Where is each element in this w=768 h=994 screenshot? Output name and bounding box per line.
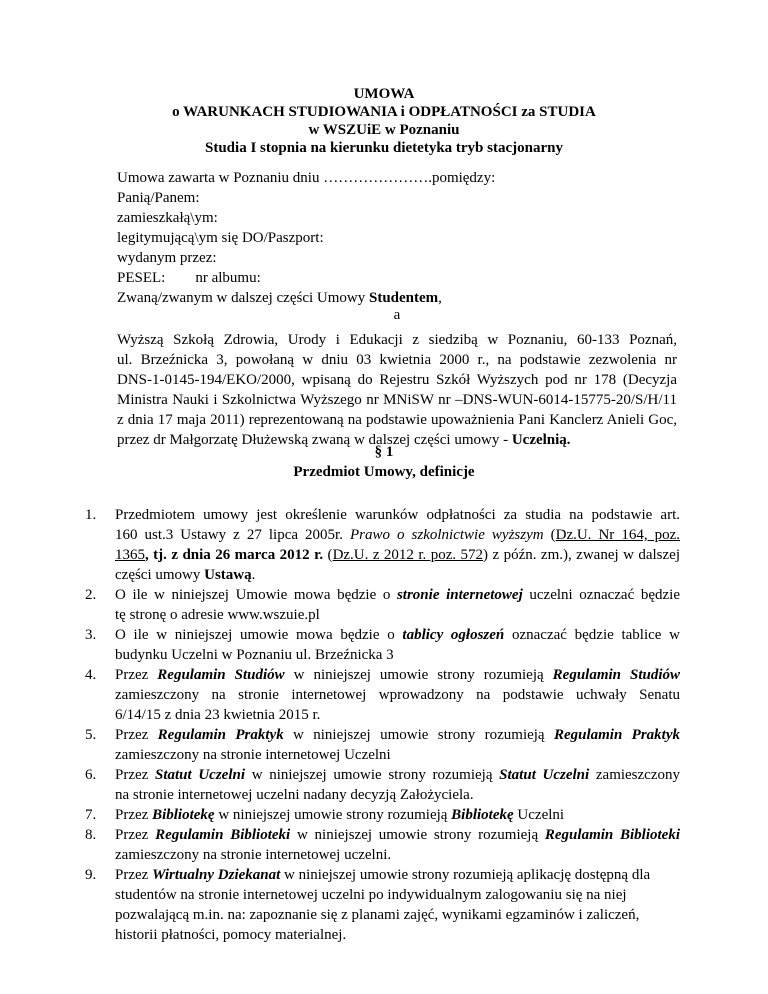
text: r. <box>314 547 324 563</box>
contract-intro <box>117 169 677 327</box>
intro-id-line: legitymującą\ym się DO/Paszport: <box>117 230 324 246</box>
item-4-line-2: zamieszczony na stronie internetowej wprowadzony na podstawie uchwały Senatu <box>115 687 680 703</box>
defined-term: Statut Uczelni <box>499 767 590 783</box>
defined-term: Regulamin Biblioteki <box>155 827 291 843</box>
text: części umowy <box>115 567 205 583</box>
university-party <box>117 331 677 451</box>
defined-term: tablicy ogłoszeń <box>402 627 505 643</box>
item-1-line-3 <box>115 546 680 566</box>
intro-student-line <box>117 289 677 309</box>
text: , tj. z dnia 26 marca 2012 <box>145 547 315 563</box>
item-number: 1. <box>85 507 97 523</box>
university-term: Uczelnią. <box>511 432 571 448</box>
conjunction-a: a <box>393 307 401 323</box>
defined-term: Regulamin Studiów <box>552 667 681 683</box>
item-9-line-3: pozwalającą m.in. na: zapoznanie się z planami zajęć, wynikami egzaminów i zaliczeń, <box>115 907 640 923</box>
law-reference-link-cont[interactable]: 1365 <box>115 547 145 563</box>
title-line-3: w WSZUiE w Poznaniu <box>308 122 460 138</box>
defined-term: Wirtualny Dziekanat <box>152 867 281 883</box>
list-item <box>85 806 680 826</box>
text: uczelni oznaczać będzie <box>522 587 680 603</box>
party-line-2: ul. Brzeźnicka 3, powołaną w dniu 03 kwietnia 2000 r., na podstawie zezwolenia nr <box>117 352 677 368</box>
item-1-line-1: Przedmiotem umowy jest określenie warunków odpłatności za studia na podstawie art. <box>115 507 680 523</box>
album-label: nr albumu: <box>195 270 261 286</box>
title-line-4: Studia I stopnia na kierunku dietetyka tryb stacjonarny <box>205 140 563 156</box>
item-number: 9. <box>85 867 97 883</box>
definitions-list <box>85 506 680 946</box>
intro-name-line: Panią/Panem: <box>117 190 200 206</box>
defined-term: Regulamin Praktyk <box>157 727 284 743</box>
list-item <box>85 626 680 666</box>
list-item <box>85 866 680 946</box>
text: ( <box>543 527 556 543</box>
text: w niniejszej umowie strony rozumieją <box>214 807 452 823</box>
item-1-line-4 <box>115 566 680 586</box>
student-term: Studentem <box>369 290 439 306</box>
list-item <box>85 766 680 806</box>
text: Przez <box>115 727 158 743</box>
law-reference-link-2[interactable]: Dz.U. z 2012 r. poz. 572 <box>332 547 484 563</box>
student-line-text: Zwaną/zwanym w dalszej części Umowy <box>117 290 369 306</box>
defined-term: Statut Uczelni <box>154 767 246 783</box>
party-line-6-text: przez dr Małgorzatę Dłużewską zwaną w dalszej części umowy - <box>117 432 512 448</box>
text: . <box>251 567 256 583</box>
text: ( <box>323 547 333 563</box>
section-title: Przedmiot Umowy, definicje <box>293 464 475 480</box>
text: Przez <box>115 867 153 883</box>
list-item <box>85 666 680 726</box>
list-item <box>85 586 680 626</box>
law-term: Ustawą <box>204 567 252 583</box>
defined-term: Bibliotekę <box>451 807 514 823</box>
text: Przez <box>115 767 155 783</box>
text: w niniejszej umowie strony rozumieją aplikację dostępną dla <box>280 867 651 883</box>
text: O ile w niniejszej Umowie mowa będzie o <box>115 587 397 603</box>
item-5-line-2: zamieszczony na stronie internetowej Uczelni <box>115 747 391 763</box>
item-number: 8. <box>85 827 97 843</box>
item-9-line-1 <box>115 866 680 886</box>
text: Przez <box>115 667 158 683</box>
text: w niniejszej umowie strony rozumieją <box>245 767 500 783</box>
list-item <box>85 726 680 766</box>
text: O ile w niniejszej umowie mowa będzie o <box>115 627 403 643</box>
text: zamieszczony <box>589 767 680 783</box>
item-4-line-3: 6/14/15 z dnia 23 kwietnia 2015 r. <box>115 707 321 723</box>
item-8-line-1 <box>115 826 680 846</box>
law-title: Prawo o szkolnictwie wyższym <box>350 527 544 543</box>
text: oznaczać będzie tablice w <box>504 627 680 643</box>
defined-term: stronie internetowej <box>396 587 523 603</box>
item-7-line-1 <box>115 806 680 826</box>
item-number: 3. <box>85 627 97 643</box>
defined-term: Regulamin Studiów <box>157 667 285 683</box>
party-line-1: Wyższą Szkołą Zdrowia, Urody i Edukacji z siedzibą w Poznaniu, 60-133 Poznań, <box>117 332 677 348</box>
list-item <box>85 826 680 866</box>
item-6-line-1 <box>115 766 680 786</box>
item-3-line-1 <box>115 626 680 646</box>
item-number: 5. <box>85 727 97 743</box>
section-1-heading <box>0 443 768 483</box>
list-item <box>85 506 680 586</box>
intro-date-line: Umowa zawarta w Poznaniu dniu ………………….pomiędzy: <box>117 170 496 186</box>
party-line-3: DNS-1-0145-194/EKO/2000, wpisaną do Rejestru Szkół Wyższych pod nr 178 (Decyzja <box>117 372 677 388</box>
item-number: 4. <box>85 667 97 683</box>
text: ) z późn. zm.), zwanej w dalszej <box>483 547 680 563</box>
item-9-line-2: studentów na stronie internetowej uczelni po indywidualnym zalogowaniu się na niej <box>115 887 627 903</box>
item-8-line-2: zamieszczony na stronie internetowej uczelni. <box>115 847 392 863</box>
document-title <box>0 85 768 157</box>
text: Uczelni <box>513 807 565 823</box>
item-number: 2. <box>85 587 97 603</box>
defined-term: Bibliotekę <box>152 807 215 823</box>
section-number: § 1 <box>374 444 394 460</box>
item-2-line-1 <box>115 586 680 606</box>
defined-term: Regulamin Biblioteki <box>544 827 681 843</box>
intro-address-line: zamieszkałą\ym: <box>117 210 218 226</box>
text: w niniejszej umowie strony rozumieją <box>284 667 553 683</box>
item-3-line-2: budynku Uczelni w Poznaniu ul. Brzeźnicka 3 <box>115 647 394 663</box>
text: 160 ust.3 Ustawy z 27 lipca 2005r. <box>115 527 350 543</box>
item-4-line-1 <box>115 666 680 686</box>
item-number: 6. <box>85 767 97 783</box>
title-line-2: o WARUNKACH STUDIOWANIA i ODPŁATNOŚCI za STUDIA <box>172 104 596 120</box>
party-line-4: Ministra Nauki i Szkolnictwa Wyższego nr MNiSW nr –DNS-WUN-6014-15775-20/S/H/11 <box>117 392 677 408</box>
party-line-5: z dnia 17 maja 2011) reprezentowaną na podstawie upoważnienia Pani Kanclerz Anieli Goc, <box>117 412 677 428</box>
text: w niniejszej umowie strony rozumieją <box>283 727 554 743</box>
item-number: 7. <box>85 807 97 823</box>
text: w niniejszej umowie strony rozumieją <box>290 827 545 843</box>
item-6-line-2: na stronie internetowej uczelni nadany decyzją Założyciela. <box>115 787 474 803</box>
item-9-line-4: historii płatności, pomocy materialnej. <box>115 927 347 943</box>
defined-term: Regulamin Praktyk <box>553 727 680 743</box>
student-line-punct: , <box>438 290 442 306</box>
item-2-line-2: tę stronę o adresie www.wszuie.pl <box>115 607 320 623</box>
text: Przez <box>115 807 153 823</box>
intro-pesel-line <box>117 269 677 289</box>
pesel-label: PESEL: <box>117 270 166 286</box>
intro-issued-line: wydanym przez: <box>117 250 217 266</box>
item-1-line-2 <box>115 526 680 546</box>
law-reference-link[interactable]: Dz.U. Nr 164, poz. <box>555 527 680 543</box>
text: Przez <box>115 827 156 843</box>
title-line-1: UMOWA <box>353 86 415 102</box>
item-5-line-1 <box>115 726 680 746</box>
